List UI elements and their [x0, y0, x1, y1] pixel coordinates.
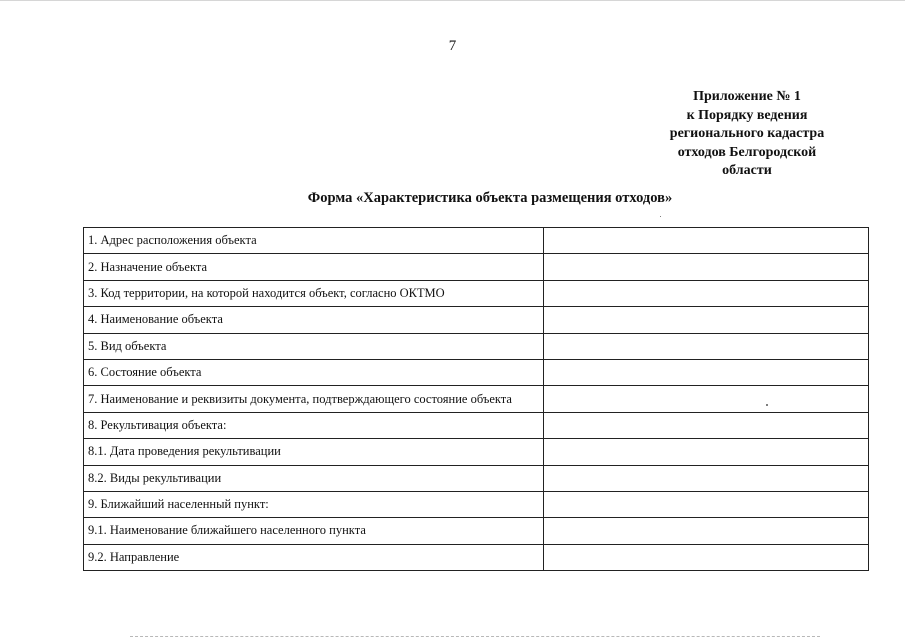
- row-value: [544, 359, 869, 385]
- appendix-line: к Порядку ведения: [686, 107, 808, 123]
- table-row: [84, 412, 869, 438]
- table-row: [84, 307, 869, 333]
- table-row: [84, 359, 869, 385]
- row-value: [544, 254, 869, 280]
- appendix-header: [647, 88, 847, 181]
- row-label: 1. Адрес расположения объекта: [84, 228, 544, 254]
- scan-speck: [766, 404, 768, 406]
- row-label: 8.1. Дата проведения рекультивации: [84, 439, 544, 465]
- scan-edge-top: [0, 0, 905, 1]
- characteristics-table: [83, 227, 869, 571]
- row-value: [544, 333, 869, 359]
- row-value: [544, 518, 869, 544]
- row-value: [544, 307, 869, 333]
- table-row: [84, 254, 869, 280]
- form-title: Форма «Характеристика объекта размещения отходов»: [307, 190, 673, 206]
- row-label: 2. Назначение объекта: [84, 254, 544, 280]
- appendix-line: области: [722, 163, 772, 178]
- row-label: 9.1. Наименование ближайшего населенного пункта: [84, 518, 544, 544]
- row-value: [544, 465, 869, 491]
- row-label: 5. Вид объекта: [84, 333, 544, 359]
- table-row: [84, 280, 869, 306]
- row-value: [544, 439, 869, 465]
- table-row: [84, 439, 869, 465]
- page-number: 7: [448, 38, 457, 54]
- row-label: 8. Рекультивация объекта:: [84, 412, 544, 438]
- row-label: 9. Ближайший населенный пункт:: [84, 491, 544, 517]
- row-value: [544, 386, 869, 412]
- scan-edge-bottom: [130, 636, 820, 638]
- table-row: [84, 544, 869, 570]
- scan-speck: [660, 216, 661, 217]
- table-row: [84, 228, 869, 254]
- row-value: [544, 228, 869, 254]
- table-row: [84, 518, 869, 544]
- table-row: [84, 465, 869, 491]
- appendix-line: отходов Белгородской: [677, 144, 817, 160]
- appendix-line: регионального кадастра: [669, 126, 825, 141]
- row-value: [544, 491, 869, 517]
- row-label: 9.2. Направление: [84, 544, 544, 570]
- table-row: [84, 386, 869, 412]
- row-label: 8.2. Виды рекультивации: [84, 465, 544, 491]
- row-value: [544, 412, 869, 438]
- table-row: [84, 333, 869, 359]
- row-label: 6. Состояние объекта: [84, 359, 544, 385]
- row-label: 4. Наименование объекта: [84, 307, 544, 333]
- row-value: [544, 544, 869, 570]
- row-value: [544, 280, 869, 306]
- row-label: 7. Наименование и реквизиты документа, подтверждающего состояние объекта: [84, 386, 544, 412]
- row-label: 3. Код территории, на которой находится объект, согласно ОКТМО: [84, 280, 544, 306]
- appendix-line: Приложение № 1: [693, 89, 801, 104]
- table-row: [84, 491, 869, 517]
